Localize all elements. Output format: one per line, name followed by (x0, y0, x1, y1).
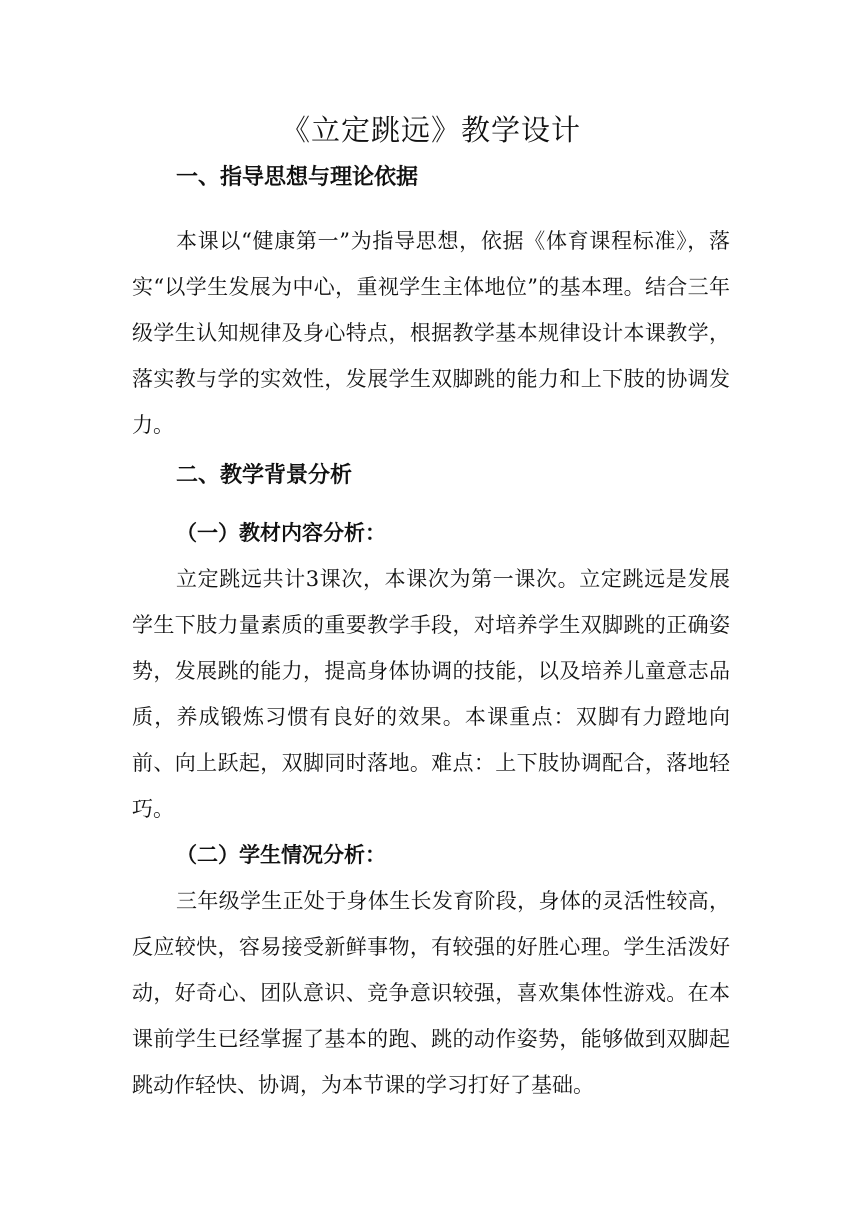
subsection-heading-students: （二）学生情况分析： (176, 842, 386, 867)
subsection-heading-material: （一）教材内容分析： (176, 520, 386, 545)
section-heading-background: 二、教学背景分析 (176, 463, 353, 488)
document-title: 《立定跳远》教学设计 (280, 113, 581, 147)
paragraph-student-analysis: 三年级学生正处于身体生长发育阶段，身体的灵活性较高，反应较快，容易接受新鲜事物，有较强的好胜心理。学生活泼好动，好奇心、团队意识、竞争意识较强，喜欢集体性游戏。在本课前学生已经掌握了基本的跑、跳的动作姿势，能够做到双脚起跳动作轻快、协调，为本节课的学习打好了基础。 (132, 889, 730, 1097)
document-page (132, 100, 730, 1108)
paragraph-material-analysis: 立定跳远共计3课次，本课次为第一课次。立定跳远是发展学生下肢力量素质的重要教学手段，对培养学生双脚跳的正确姿势，发展跳的能力，提高身体协调的技能，以及培养儿童意志品质，养成锻炼习惯有良好的效果。本课重点：双脚有力蹬地向前、向上跃起，双脚同时落地。难点：上下肢协调配合，落地轻巧。 (132, 567, 730, 821)
paragraph-guiding-thought: 本课以“健康第一”为指导思想，依据《体育课程标准》，落实“以学生发展为中心，重视学生主体地位”的基本理。结合三年级学生认知规律及身心特点，根据教学基本规律设计本课教学，落实教与学的实效性，发展学生双脚跳的能力和上下肢的协调发力。 (132, 229, 730, 437)
section-heading-guiding-thought: 一、指导思想与理论依据 (176, 165, 419, 190)
